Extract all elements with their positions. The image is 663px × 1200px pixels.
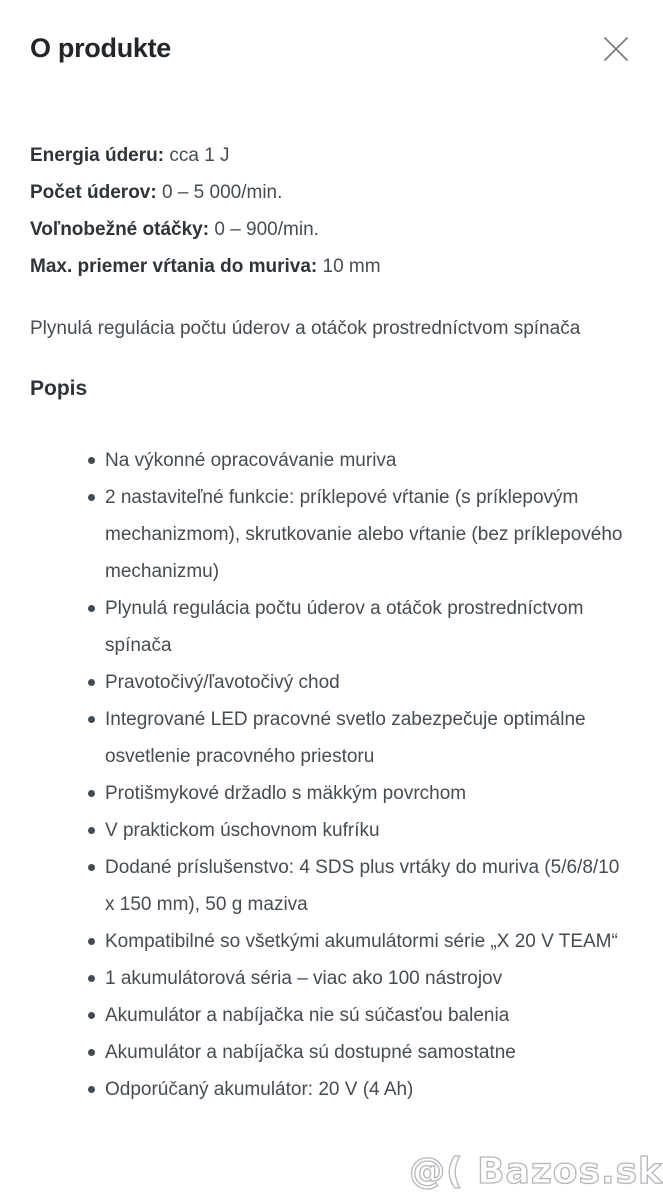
list-item: Akumulátor a nabíjačka sú dostupné samostatne	[105, 1034, 625, 1071]
spec-value: 0 – 900/min.	[214, 219, 319, 240]
close-button[interactable]	[601, 34, 631, 64]
spec-row	[30, 137, 637, 174]
spec-label: Počet úderov:	[30, 182, 157, 203]
list-item: Kompatibilné so všetkými akumulátormi série „X 20 V TEAM“	[105, 923, 625, 960]
close-icon	[601, 34, 631, 64]
list-item: V praktickom úschovnom kufríku	[105, 812, 625, 849]
spec-list	[30, 137, 637, 285]
list-item: 2 nastaviteľné funkcie: príklepové vŕtanie (s príklepovým mechanizmom), skrutkovanie alebo vŕtanie (bez príklepového mechanizmu)	[105, 479, 625, 590]
intro-paragraph: Plynulá regulácia počtu úderov a otáčok prostredníctvom spínača	[30, 318, 581, 339]
list-item: Akumulátor a nabíjačka nie sú súčasťou balenia	[105, 997, 625, 1034]
spec-row	[30, 248, 637, 285]
spec-value: 10 mm	[322, 256, 381, 277]
list-item: Protišmykové držadlo s mäkkým povrchom	[105, 775, 625, 812]
spec-label: Max. priemer vŕtania do muriva:	[30, 256, 318, 277]
list-item: Odporúčaný akumulátor: 20 V (4 Ah)	[105, 1071, 625, 1108]
list-item: Plynulá regulácia počtu úderov a otáčok prostredníctvom spínača	[105, 590, 625, 664]
spec-row	[30, 174, 637, 211]
spec-label: Energia úderu:	[30, 145, 165, 166]
bazos-watermark: @( Bazos.sk	[409, 1151, 663, 1192]
description-heading: Popis	[30, 377, 88, 400]
list-item: 1 akumulátorová séria – viac ako 100 nástrojov	[105, 960, 625, 997]
list-item: Pravotočivý/ľavotočivý chod	[105, 664, 625, 701]
list-item: Dodané príslušenstvo: 4 SDS plus vrtáky do muriva (5/6/8/10 x 150 mm), 50 g maziva	[105, 849, 625, 923]
spec-value: cca 1 J	[169, 145, 230, 166]
modal-header	[30, 31, 637, 65]
description-list	[30, 442, 637, 1108]
modal-title: O produkte	[30, 33, 172, 63]
spec-label: Voľnobežné otáčky:	[30, 219, 210, 240]
list-item: Na výkonné opracovávanie muriva	[105, 442, 625, 479]
spec-row	[30, 211, 637, 248]
list-item: Integrované LED pracovné svetlo zabezpečuje optimálne osvetlenie pracovného priestoru	[105, 701, 625, 775]
spec-value: 0 – 5 000/min.	[161, 182, 283, 203]
